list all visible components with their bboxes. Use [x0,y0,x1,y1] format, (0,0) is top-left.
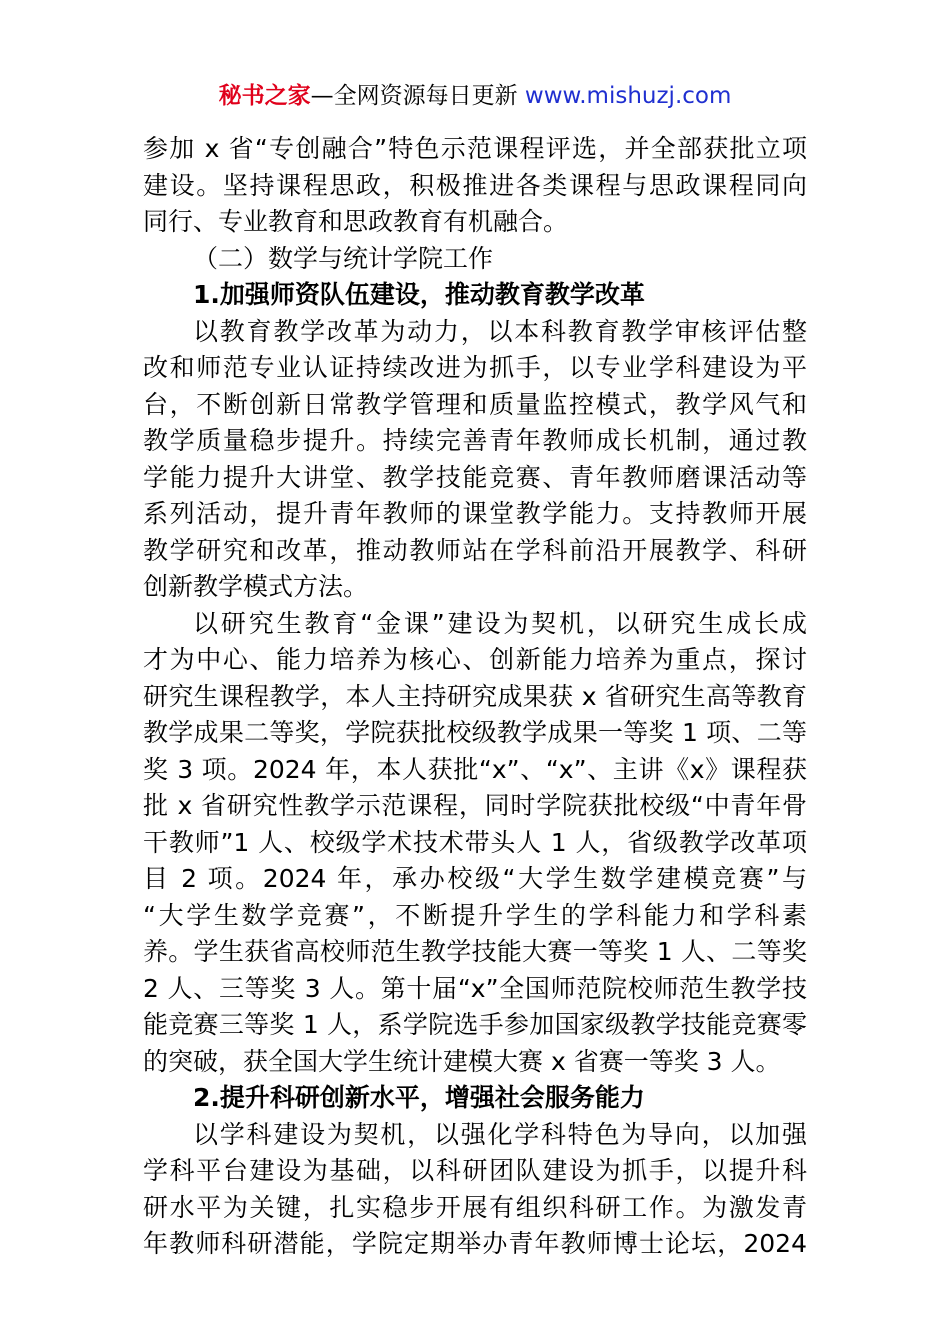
text-line: 的突破，获全国大学生统计建模大赛 x 省赛一等奖 3 人。 [143,1046,781,1076]
text-line: 奖 3 项。2024 年，本人获批“x”、“x”、主讲《x》课程获 [143,754,807,784]
text-line: 学科平台建设为基础，以科研团队建设为抓手，以提升科 [143,1156,807,1185]
section-heading: （二）数学与统计学院工作 [193,243,494,273]
text-line: 能竞赛三等奖 1 人，系学院选手参加国家级教学技能竞赛零 [143,1010,807,1039]
text-line: 改和师范专业认证持续改进为抓手，以专业学科建设为平 [143,353,807,382]
text-line: 建设。坚持课程思政，积极推进各类课程与思政课程同向 [143,170,807,200]
text-line: 研究生课程教学，本人主持研究成果获 x 省研究生高等教育 [143,681,807,711]
text-line: 目 2 项。2024 年，承办校级“大学生数学建模竞赛”与 [143,864,807,893]
text-line: 2 人、三等奖 3 人。第十届“x”全国师范院校师范生教学技 [143,973,807,1003]
text-line: 以学科建设为契机，以强化学科特色为导向，以加强 [193,1119,807,1149]
watermark-header [0,80,950,112]
text-line: 教学质量稳步提升。持续完善青年教师成长机制，通过教 [143,426,807,455]
text-line: 系列活动，提升青年教师的课堂教学能力。支持教师开展 [143,499,807,528]
text-line: 以研究生教育“金课”建设为契机，以研究生成长成 [193,608,807,638]
document-body [143,131,807,1263]
text-line: 干教师”1 人、校级学术技术带头人 1 人，省级教学改革项 [143,827,807,857]
text-line: 参加 x 省“专创融合”特色示范课程评选，并全部获批立项 [143,134,807,163]
text-line: 研水平为关键，扎实稳步开展有组织科研工作。为激发青 [143,1192,807,1222]
text-line: 同行、专业教育和思政教育有机融合。 [143,207,569,236]
text-line: “大学生数学竞赛”，不断提升学生的学科能力和学科素 [143,900,807,930]
text-line: 养。学生获省高校师范生教学技能大赛一等奖 1 人、二等奖 [143,937,807,966]
header-tagline: —全网资源每日更新 [310,83,525,109]
text-line: 台，不断创新日常教学管理和质量监控模式，教学风气和 [143,389,807,419]
text-line: 创新教学模式方法。 [143,572,369,601]
text-line: 批 x 省研究性教学示范课程，同时学院获批校级“中青年骨 [143,791,807,820]
text-line: 年教师科研潜能，学院定期举办青年教师博士论坛，2024 [143,1229,807,1258]
brand-name: 秘书之家 [218,83,311,109]
site-url-link[interactable]: www.mishuzj.com [524,83,732,109]
text-line: 教学研究和改革，推动教师站在学科前沿开展教学、科研 [143,535,807,565]
text-line: 教学成果二等奖，学院获批校级教学成果一等奖 1 项、二等 [143,718,807,747]
text-line: 才为中心、能力培养为核心、创新能力培养为重点，探讨 [143,645,807,674]
subsection-heading: 2.提升科研创新水平，增强社会服务能力 [193,1083,645,1112]
text-line: 学能力提升大讲堂、教学技能竞赛、青年教师磨课活动等 [143,462,807,492]
subsection-heading: 1.加强师资队伍建设，推动教育教学改革 [193,280,645,309]
text-line: 以教育教学改革为动力，以本科教育教学审核评估整 [193,316,807,346]
